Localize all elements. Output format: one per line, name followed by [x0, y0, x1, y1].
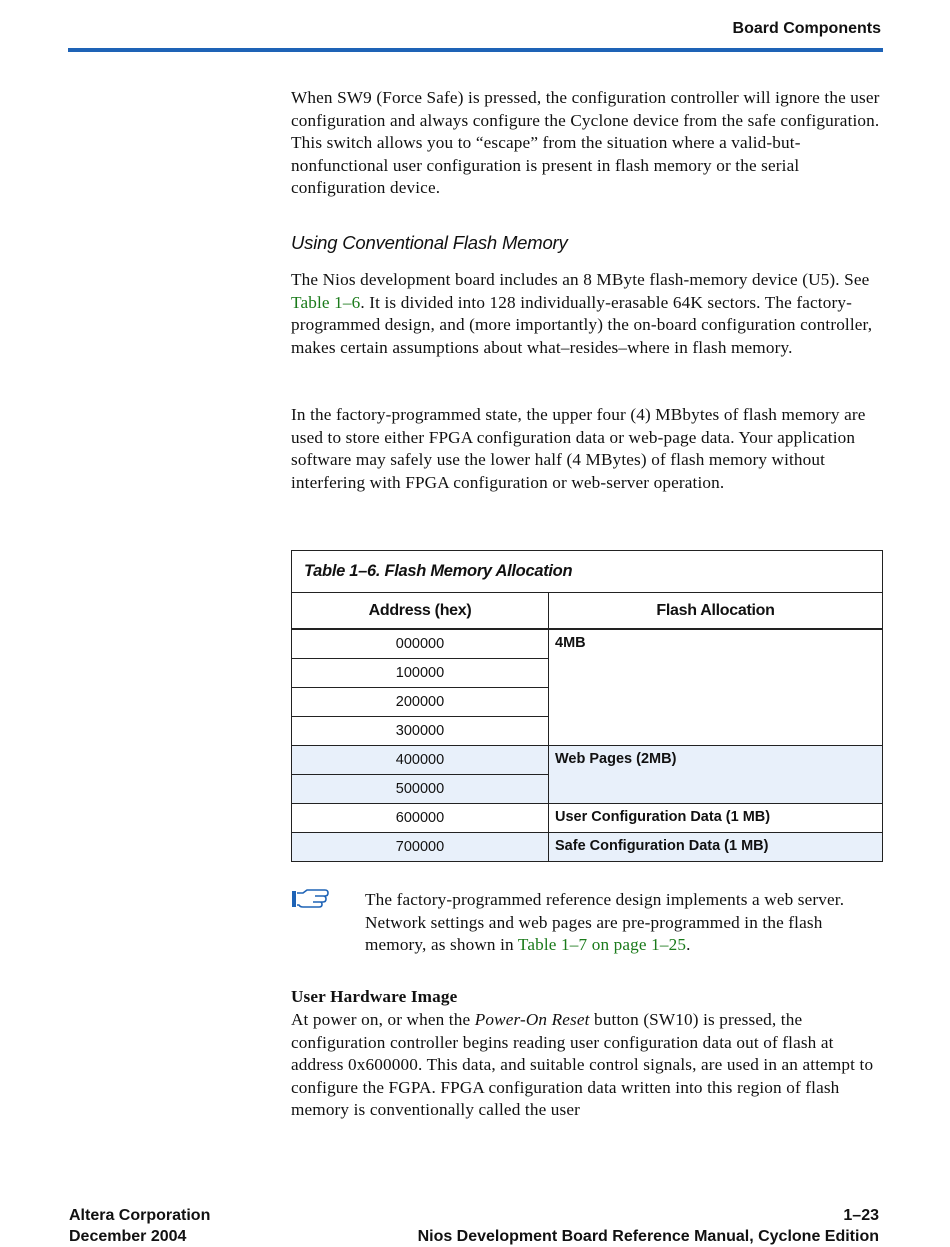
emphasis-power-on-reset: Power-On Reset — [474, 1010, 590, 1029]
heading-user-hardware-image: User Hardware Image — [291, 987, 458, 1006]
footer-company: Altera Corporation — [69, 1207, 211, 1224]
allocation-cell: Web Pages (2MB) — [549, 746, 883, 804]
footer-left — [69, 1205, 210, 1247]
table-row — [292, 746, 883, 775]
paragraph-text: The Nios development board includes an 8 MByte flash-memory device (U5). See — [291, 270, 870, 289]
address-cell: 700000 — [292, 833, 549, 862]
table-row — [292, 833, 883, 862]
allocation-cell: User Configuration Data (1 MB) — [549, 804, 883, 833]
note-text: . — [686, 935, 691, 955]
address-cell: 300000 — [292, 717, 549, 746]
address-cell: 400000 — [292, 746, 549, 775]
paragraph-text: At power on, or when the — [291, 1010, 475, 1029]
header-rule — [68, 48, 883, 52]
flash-allocation-table — [291, 550, 883, 862]
paragraph-force-safe — [291, 87, 883, 200]
paragraph-text: When SW9 (Force Safe) is pressed, the configuration controller will ignore the user configuration and always configure the Cyclone device from the safe configuration. This switch allows you to “escape” from the situation where a valid-but-nonfunctional user configuration is present in flash memory or the serial configuration device. — [291, 88, 880, 198]
running-header: Board Components — [732, 20, 881, 37]
address-cell: 200000 — [292, 688, 549, 717]
pointing-hand-icon — [291, 888, 331, 910]
paragraph-flash-device — [291, 269, 883, 359]
subheading-conventional-flash: Using Conventional Flash Memory — [291, 232, 568, 253]
paragraph-text: button (SW10) is pressed, the configuration controller begins reading user configuration data out of flash at address 0x600000. This data, and suitable control signals, are used in an attempt to configure the FGPA. FPGA configuration data written into this region of flash memory is conventionally called the user — [291, 1010, 874, 1120]
column-header-address: Address (hex) — [292, 593, 549, 630]
table-1-6-link[interactable]: Table 1–6 — [291, 292, 361, 312]
note-text: The factory-programmed reference design implements a web server. Network settings and web pages are pre-programmed in the flash memory, as shown in — [365, 890, 845, 955]
paragraph-user-hardware — [291, 1009, 883, 1122]
address-cell: 500000 — [292, 775, 549, 804]
footer-right — [418, 1205, 879, 1247]
table-row — [292, 629, 883, 659]
address-cell: 000000 — [292, 629, 549, 659]
table-1-7-link[interactable]: Table 1–7 on page 1–25 — [517, 935, 687, 955]
manual-title: Nios Development Board Reference Manual, Cyclone Edition — [417, 1228, 879, 1245]
column-header-allocation: Flash Allocation — [549, 593, 883, 630]
address-cell: 100000 — [292, 659, 549, 688]
page-number: 1–23 — [843, 1207, 879, 1224]
note-reference-design — [365, 889, 883, 957]
allocation-cell: 4MB — [549, 629, 883, 746]
paragraph-text: . It is divided into 128 individually-erasable 64K sectors. The factory-programmed design, and (more importantly) the on-board configuration controller, makes certain assumptions about what–resides–where in flash memory. — [291, 292, 873, 357]
paragraph-text: In the factory-programmed state, the upper four (4) MBbytes of flash memory are used to store either FPGA configuration data or web-page data. Your application software may safely use the lower half (4 MBytes) of flash memory without interfering with FPGA configuration or web-server operation. — [291, 405, 866, 492]
table-caption: Table 1–6. Flash Memory Allocation — [292, 551, 883, 593]
address-cell: 600000 — [292, 804, 549, 833]
allocation-cell: Safe Configuration Data (1 MB) — [549, 833, 883, 862]
table-row — [292, 804, 883, 833]
footer-date: December 2004 — [69, 1228, 187, 1245]
paragraph-factory-state — [291, 404, 883, 494]
